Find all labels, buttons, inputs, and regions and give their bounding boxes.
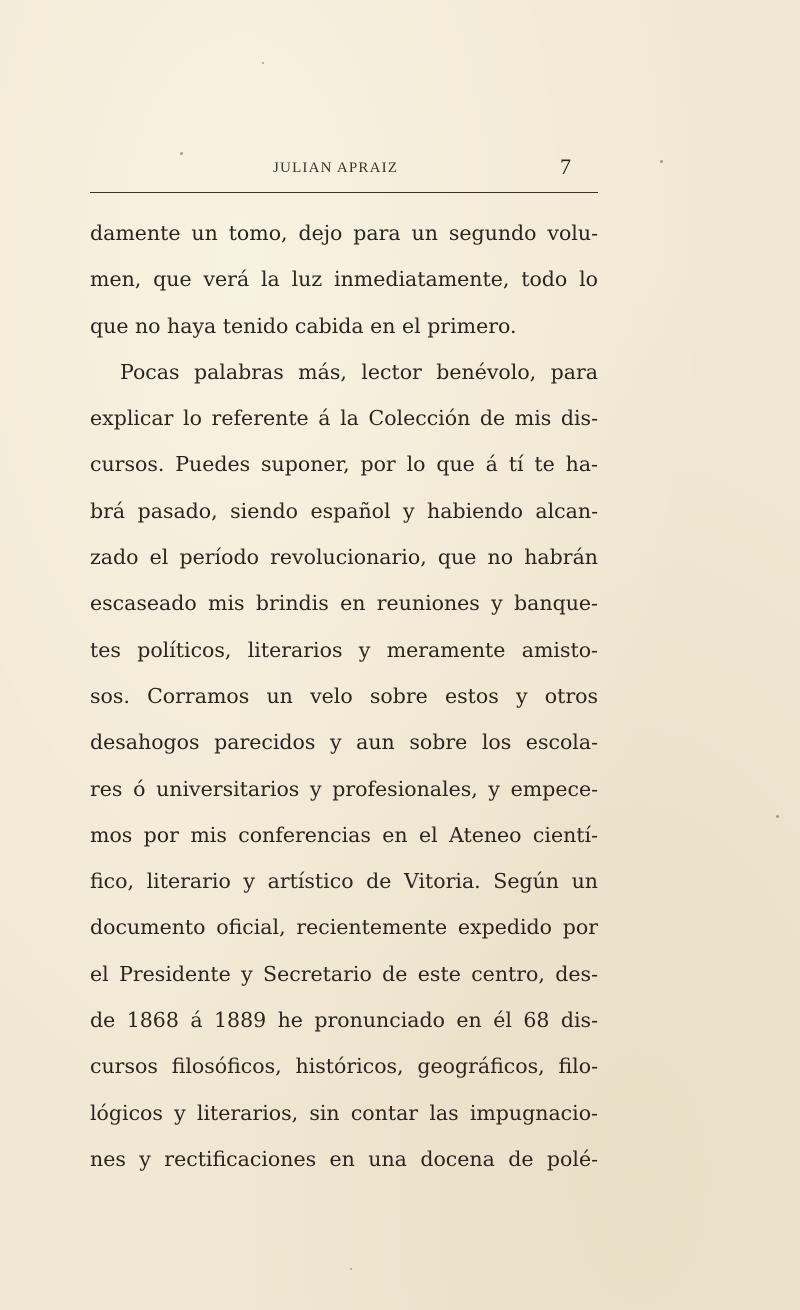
text-line: que no haya tenido cabida en el primero.	[90, 313, 517, 338]
running-title: JULIAN APRAIZ	[273, 160, 399, 176]
body-text	[90, 210, 598, 1182]
text-line: documento oficial, recientemente expedido por	[90, 915, 598, 940]
paper-speck	[660, 160, 663, 163]
paper-speck	[180, 152, 183, 155]
text-line: el Presidente y Secretario de este centro, des-	[90, 961, 598, 986]
text-line: fico, literario y artístico de Vitoria. Según un	[90, 869, 598, 894]
text-line: tes políticos, literarios y meramente amisto-	[90, 637, 598, 662]
text-line: nes y rectificaciones en una docena de polé-	[90, 1146, 598, 1171]
header-rule	[90, 192, 598, 193]
text-line: brá pasado, siendo español y habiendo alcan-	[90, 498, 598, 523]
text-line: desahogos parecidos y aun sobre los escola-	[90, 730, 598, 755]
paper-speck	[262, 62, 264, 64]
text-line: cursos filosóficos, históricos, geográficos, filo-	[90, 1054, 598, 1079]
running-head	[90, 150, 598, 186]
text-line: escaseado mis brindis en reuniones y banque-	[90, 591, 598, 616]
text-line: Pocas palabras más, lector benévolo, para	[120, 359, 598, 384]
page-number: 7	[560, 154, 571, 179]
text-line: mos por mis conferencias en el Ateneo cientí-	[90, 822, 598, 847]
text-line: de 1868 á 1889 he pronunciado en él 68 dis-	[90, 1008, 598, 1033]
text-line: damente un tomo, dejo para un segundo volu-	[90, 221, 598, 245]
text-line: cursos. Puedes suponer, por lo que á tí te ha-	[90, 452, 598, 477]
text-line: zado el período revolucionario, que no habrán	[90, 545, 598, 570]
paper-speck	[776, 815, 779, 818]
paper-speck	[350, 1268, 352, 1270]
text-line: lógicos y literarios, sin contar las impugnacio-	[90, 1100, 598, 1125]
text-line: res ó universitarios y profesionales, y empece-	[90, 776, 598, 801]
text-line: men, que verá la luz inmediatamente, todo lo	[90, 267, 598, 292]
text-line: explicar lo referente á la Colección de mis dis-	[90, 406, 598, 431]
text-line: sos. Corramos un velo sobre estos y otros	[90, 683, 598, 708]
